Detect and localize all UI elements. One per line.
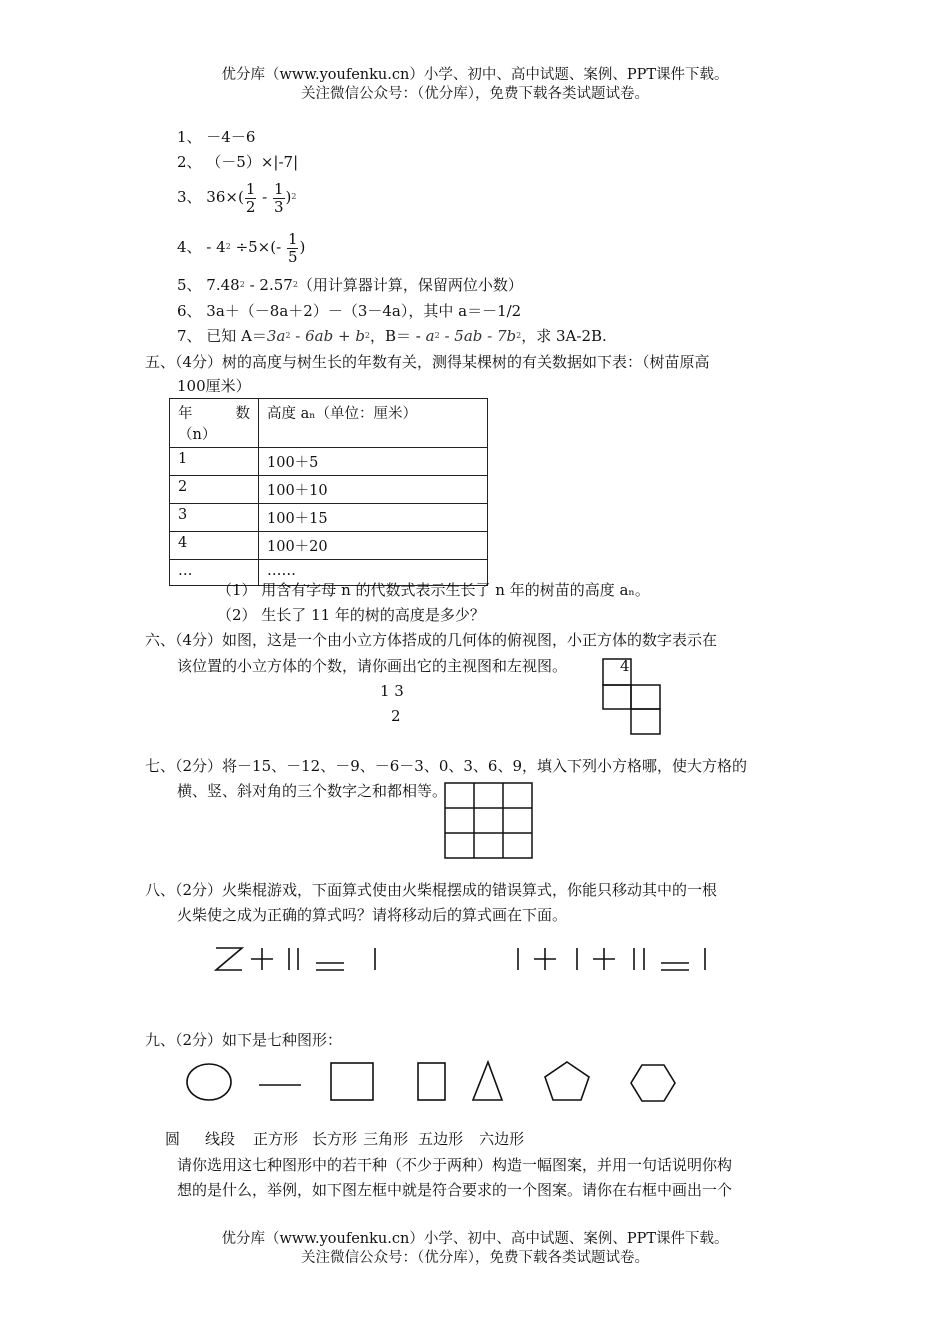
problem-4: 4、 - $4^2 \div 5\times(-$ $\frac{1}{5}$ )	[177, 229, 306, 266]
section-8-intro-1: 八、（2分）火柴棍游戏，下面算式使由火柴棍摆成的错误算式，你能只移动其中的一根	[145, 881, 718, 899]
table-header-row	[170, 399, 488, 448]
problem-1: 1、 －4－6	[177, 128, 256, 146]
label-square: 正方形	[253, 1130, 299, 1148]
section-5-intro-1: 五、（4分）树的高度与树生长的年数有关，测得某棵树的有关数据如下表：（树苗原高	[145, 353, 710, 371]
tree-height-table	[169, 398, 488, 586]
table-header-years: 年 数 （n）	[170, 399, 259, 448]
magic-square-grid	[444, 782, 534, 860]
section-5-question-1: （1） 用含有字母 n 的代数式表示生长了 n 年的树苗的高度 aₙ。	[217, 581, 650, 599]
label-hexagon: 六边形	[479, 1130, 525, 1148]
matchstick-equation-left	[210, 940, 390, 976]
table-header-height: 高度 aₙ（单位：厘米）	[259, 399, 488, 448]
label-rectangle: 长方形	[312, 1130, 358, 1148]
problem-2: 2、 （－5）×|-7|	[177, 153, 299, 171]
hexagon-shape	[631, 1065, 675, 1101]
section-7-intro-2: 横、竖、斜对角的三个数字之和都相等。	[177, 782, 448, 800]
square-shape	[331, 1063, 373, 1100]
label-circle: 圆	[165, 1130, 181, 1148]
top-view-grid	[600, 658, 664, 738]
table-row: 2 100＋10	[170, 476, 488, 504]
table-row: 3 100＋15	[170, 504, 488, 532]
section-5-question-2: （2） 生长了 11 年的树的高度是多少？	[217, 606, 485, 624]
pentagon-shape	[545, 1062, 589, 1100]
section-9-desc-2: 想的是什么，举例，如下图左框中就是符合要求的一个图案。请你在右框中画出一个	[177, 1181, 733, 1199]
top-view-number-13: 1 3	[380, 682, 404, 700]
top-view-number-4: 4	[620, 657, 630, 675]
table-row: 1 100＋5	[170, 448, 488, 476]
label-segment: 线段	[205, 1130, 236, 1148]
section-9-intro: 九、（2分）如下是七种图形：	[145, 1031, 343, 1049]
section-9-desc-1: 请你选用这七种图形中的若干种（不少于两种）构造一幅图案，并用一句话说明你构	[177, 1156, 733, 1174]
problem-6: 6、 3a＋（－8a＋2）－（3－4a），其中 a＝－1/2	[177, 302, 522, 320]
circle-shape	[187, 1064, 231, 1100]
problem-3: 3、 36×( $\frac{1}{2}$ - $\frac{1}{3}$ )$^2$	[177, 179, 297, 216]
header-line-1: 优分库（www.youfenku.cn）小学、初中、高中试题、案例、PPT课件下载。	[221, 67, 729, 83]
footer-line-1: 优分库（www.youfenku.cn）小学、初中、高中试题、案例、PPT课件下载。	[221, 1231, 729, 1247]
triangle-shape	[473, 1062, 502, 1100]
matchstick-equation-right	[505, 940, 715, 976]
table-row: … ……	[170, 560, 488, 586]
problem-7: 7、 已知 $A=3a^2 - 6ab + b^2$，$B= - a^2 - 5ab - 7b^2$，求 3A-2B.	[177, 327, 607, 345]
header-line-2: 关注微信公众号：（优分库），免费下载各类试题试卷。	[301, 86, 649, 102]
top-view-number-2: 2	[391, 707, 401, 725]
section-8-intro-2: 火柴使之成为正确的算式吗？请将移动后的算式画在下面。	[177, 906, 568, 924]
rectangle-shape	[418, 1063, 445, 1100]
seven-shapes-row	[180, 1056, 690, 1108]
label-triangle: 三角形	[363, 1130, 409, 1148]
shape-labels	[165, 1129, 536, 1149]
table-row: 4 100＋20	[170, 532, 488, 560]
section-6-intro-2: 该位置的小立方体的个数，请你画出它的主视图和左视图。	[177, 657, 568, 675]
footer-line-2: 关注微信公众号：（优分库），免费下载各类试题试卷。	[301, 1250, 649, 1266]
section-7-intro-1: 七、（2分）将－15、－12、－9、－6－3、0、3、6、9，填入下列小方格哪，使大方格的	[145, 757, 748, 775]
problem-5: 5、 7.48$^2$ - 2.57$^2$（用计算器计算，保留两位小数）	[177, 276, 523, 294]
section-5-intro-2: 100厘米）	[177, 377, 251, 395]
section-6-intro-1: 六、（4分）如图，这是一个由小立方体搭成的几何体的俯视图，小正方体的数字表示在	[145, 631, 718, 649]
label-pentagon: 五边形	[418, 1130, 464, 1148]
